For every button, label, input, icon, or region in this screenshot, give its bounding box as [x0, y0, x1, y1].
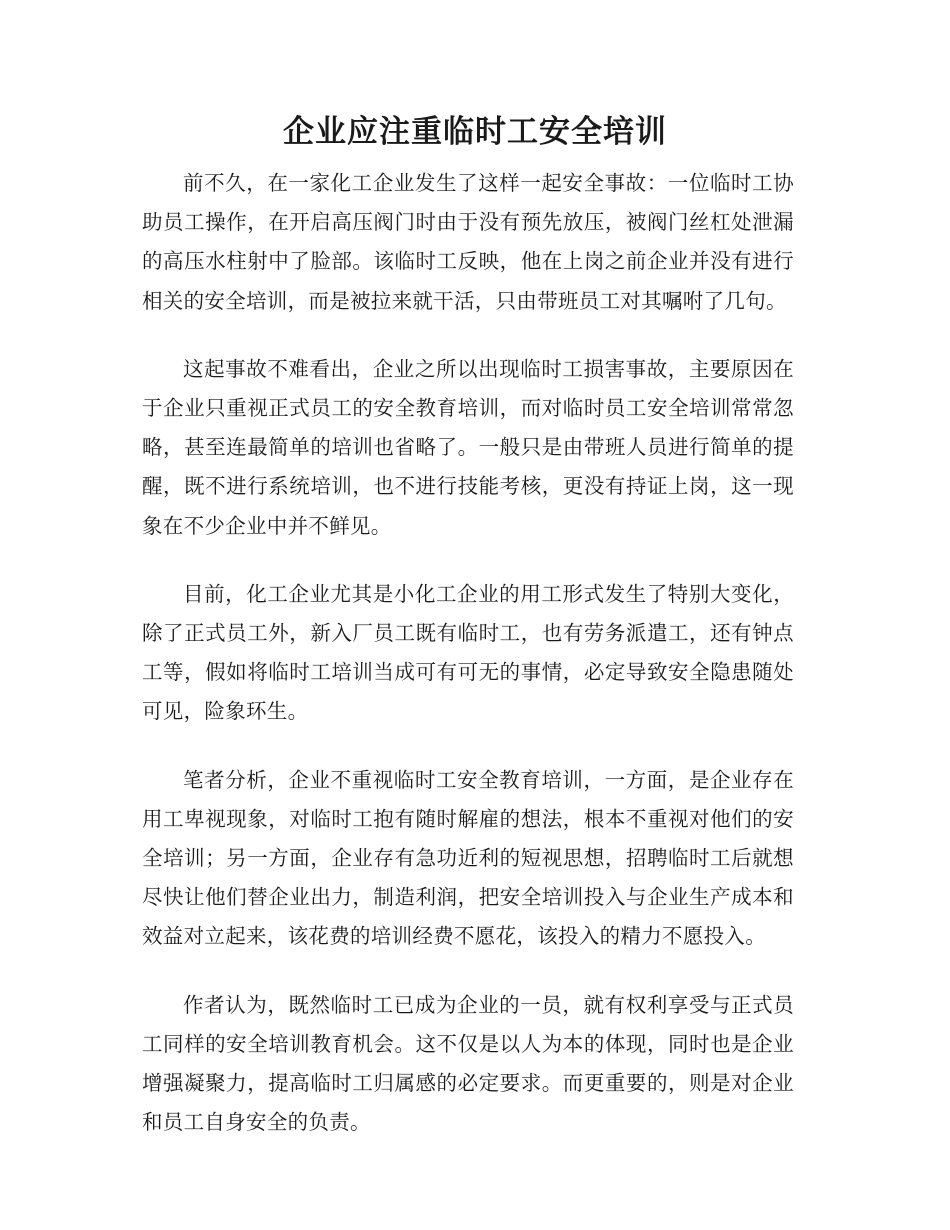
- document-title: 企业应注重临时工安全培训: [283, 114, 667, 150]
- paragraph-4: 笔者分析，企业不重视临时工安全教育培训，一方面，是企业存在用工卑视现象，对临时工抱有随时解雇的想法，根本不重视对他们的安全培训；另一方面，企业存有急功近利的短视思想，招聘临时工后就想尽快让他们替企业出力，制造利润，把安全培训投入与企业生产成本和效益对立起来，该花费的培训经费不愿花，该投入的精力不愿投入。: [142, 767, 794, 949]
- paragraph-5: 作者认为，既然临时工已成为企业的一员，就有权利享受与正式员工同样的安全培训教育机会。这不仅是以人为本的体现，同时也是企业增强凝聚力，提高临时工归属感的必定要求。而更重要的，则是对企业和员工自身安全的负责。: [142, 992, 794, 1135]
- document-body: [142, 164, 794, 1171]
- paragraph-3: 目前，化工企业尤其是小化工企业的用工形式发生了特别大变化，除了正式员工外，新入厂员工既有临时工，也有劳务派遣工，还有钟点工等，假如将临时工培训当成可有可无的事情，必定导致安全隐患随处可见，险象环生。: [142, 581, 794, 724]
- paragraph-1: 前不久，在一家化工企业发生了这样一起安全事故：一位临时工协助员工操作，在开启高压阀门时由于没有预先放压，被阀门丝杠处泄漏的高压水柱射中了脸部。该临时工反映，他在上岗之前企业并没有进行相关的安全培训，而是被拉来就干活，只由带班员工对其嘱咐了几句。: [142, 171, 794, 313]
- paragraph-2: 这起事故不难看出，企业之所以出现临时工损害事故，主要原因在于企业只重视正式员工的安全教育培训，而对临时员工安全培训常常忽略，甚至连最简单的培训也省略了。一般只是由带班人员进行简单的提醒，既不进行系统培训，也不进行技能考核，更没有持证上岗，这一现象在不少企业中并不鲜见。: [142, 356, 794, 538]
